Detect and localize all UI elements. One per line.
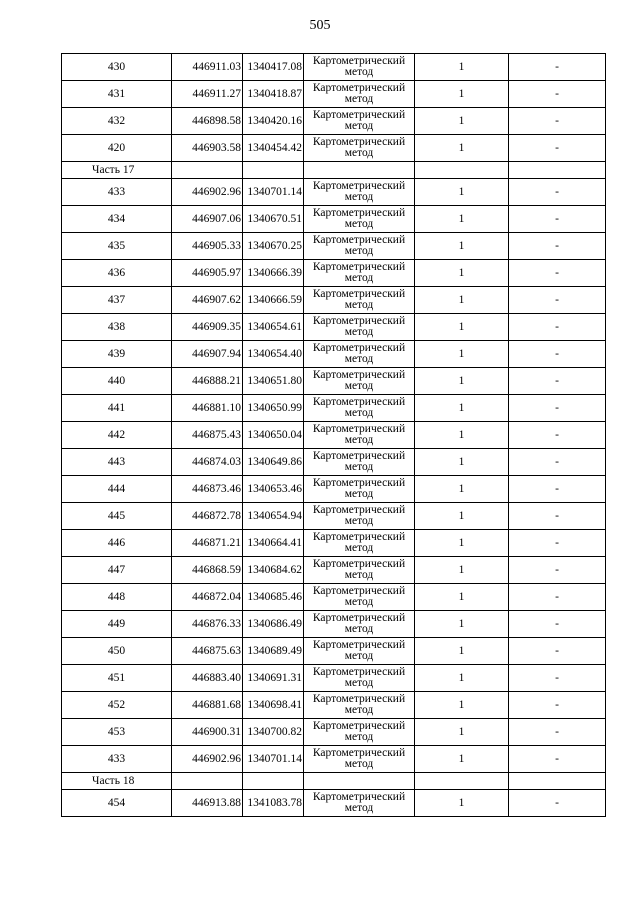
coord-x: 446905.97 [172, 260, 243, 287]
description-value: - [509, 422, 606, 449]
empty-cell [243, 162, 304, 179]
coord-y: 1340650.99 [243, 395, 304, 422]
table-row [62, 314, 606, 341]
description-value: - [509, 314, 606, 341]
method-line2: метод [344, 66, 374, 78]
coord-x: 446872.04 [172, 584, 243, 611]
coord-y: 1340666.59 [243, 287, 304, 314]
coordinates-table [61, 53, 606, 817]
method-cell [304, 422, 415, 449]
description-value: - [509, 746, 606, 773]
table-row [62, 665, 606, 692]
coord-y: 1340417.08 [243, 54, 304, 81]
point-number: 440 [62, 368, 172, 395]
accuracy-value: 1 [415, 260, 509, 287]
method-cell [304, 692, 415, 719]
description-value: - [509, 449, 606, 476]
method-line1: Картометрический [312, 234, 406, 246]
method-cell [304, 54, 415, 81]
description-value: - [509, 395, 606, 422]
method-line2: метод [344, 650, 374, 662]
method-line1: Картометрический [312, 342, 406, 354]
table-row [62, 719, 606, 746]
coord-x: 446900.31 [172, 719, 243, 746]
accuracy-value: 1 [415, 54, 509, 81]
accuracy-value: 1 [415, 611, 509, 638]
coord-x: 446913.88 [172, 790, 243, 817]
point-number: 451 [62, 665, 172, 692]
point-number: 449 [62, 611, 172, 638]
point-number: 443 [62, 449, 172, 476]
empty-cell [509, 773, 606, 790]
description-value: - [509, 557, 606, 584]
coord-y: 1340418.87 [243, 81, 304, 108]
accuracy-value: 1 [415, 790, 509, 817]
description-value: - [509, 81, 606, 108]
coord-y: 1340654.94 [243, 503, 304, 530]
method-line2: метод [344, 704, 374, 716]
point-number: 452 [62, 692, 172, 719]
method-line1: Картометрический [312, 531, 406, 543]
coord-y: 1340670.25 [243, 233, 304, 260]
method-line1: Картометрический [312, 585, 406, 597]
part-label: Часть 18 [62, 773, 172, 790]
description-value: - [509, 135, 606, 162]
point-number: 442 [62, 422, 172, 449]
part-label: Часть 17 [62, 162, 172, 179]
coord-x: 446909.35 [172, 314, 243, 341]
coord-y: 1340666.39 [243, 260, 304, 287]
table-row [62, 422, 606, 449]
method-cell [304, 503, 415, 530]
method-line2: метод [344, 461, 374, 473]
coord-y: 1340650.04 [243, 422, 304, 449]
description-value: - [509, 108, 606, 135]
point-number: 450 [62, 638, 172, 665]
coord-y: 1340689.49 [243, 638, 304, 665]
coord-y: 1340651.80 [243, 368, 304, 395]
method-line1: Картометрический [312, 207, 406, 219]
method-line1: Картометрический [312, 55, 406, 67]
method-line1: Картометрический [312, 639, 406, 651]
empty-cell [243, 773, 304, 790]
method-cell [304, 108, 415, 135]
method-line2: метод [344, 758, 374, 770]
table-row [62, 368, 606, 395]
accuracy-value: 1 [415, 179, 509, 206]
point-number: 431 [62, 81, 172, 108]
method-line1: Картометрический [312, 396, 406, 408]
part-header-row [62, 162, 606, 179]
point-number: 439 [62, 341, 172, 368]
method-line1: Картометрический [312, 612, 406, 624]
coord-y: 1340685.46 [243, 584, 304, 611]
empty-cell [415, 773, 509, 790]
accuracy-value: 1 [415, 341, 509, 368]
table-row [62, 206, 606, 233]
description-value: - [509, 341, 606, 368]
method-line2: метод [344, 147, 374, 159]
accuracy-value: 1 [415, 314, 509, 341]
method-line2: метод [344, 326, 374, 338]
coord-x: 446871.21 [172, 530, 243, 557]
coord-y: 1340454.42 [243, 135, 304, 162]
method-line1: Картометрический [312, 693, 406, 705]
method-line2: метод [344, 380, 374, 392]
method-line1: Картометрический [312, 504, 406, 516]
point-number: 432 [62, 108, 172, 135]
accuracy-value: 1 [415, 81, 509, 108]
method-cell [304, 790, 415, 817]
table-row [62, 341, 606, 368]
method-line2: метод [344, 623, 374, 635]
coord-x: 446868.59 [172, 557, 243, 584]
coord-x: 446907.94 [172, 341, 243, 368]
table-row [62, 611, 606, 638]
point-number: 448 [62, 584, 172, 611]
point-number: 420 [62, 135, 172, 162]
coord-y: 1340701.14 [243, 746, 304, 773]
coord-y: 1340649.86 [243, 449, 304, 476]
method-line2: метод [344, 542, 374, 554]
point-number: 447 [62, 557, 172, 584]
method-cell [304, 611, 415, 638]
accuracy-value: 1 [415, 638, 509, 665]
accuracy-value: 1 [415, 368, 509, 395]
method-line1: Картометрический [312, 558, 406, 570]
method-cell [304, 395, 415, 422]
method-line1: Картометрический [312, 791, 406, 803]
table-row [62, 476, 606, 503]
method-cell [304, 557, 415, 584]
point-number: 454 [62, 790, 172, 817]
part-header-row [62, 773, 606, 790]
coord-x: 446874.03 [172, 449, 243, 476]
point-number: 445 [62, 503, 172, 530]
point-number: 441 [62, 395, 172, 422]
coord-x: 446881.68 [172, 692, 243, 719]
accuracy-value: 1 [415, 557, 509, 584]
method-cell [304, 530, 415, 557]
accuracy-value: 1 [415, 422, 509, 449]
accuracy-value: 1 [415, 206, 509, 233]
method-line1: Картометрический [312, 315, 406, 327]
coord-x: 446888.21 [172, 368, 243, 395]
coord-x: 446902.96 [172, 179, 243, 206]
coord-y: 1340686.49 [243, 611, 304, 638]
method-line2: метод [344, 245, 374, 257]
coord-x: 446898.58 [172, 108, 243, 135]
method-line1: Картометрический [312, 747, 406, 759]
table-row [62, 638, 606, 665]
method-line1: Картометрический [312, 369, 406, 381]
table-row [62, 746, 606, 773]
description-value: - [509, 503, 606, 530]
coord-x: 446881.10 [172, 395, 243, 422]
point-number: 438 [62, 314, 172, 341]
coordinates-table-body [62, 54, 606, 817]
method-cell [304, 135, 415, 162]
table-row [62, 179, 606, 206]
method-cell [304, 206, 415, 233]
empty-cell [304, 773, 415, 790]
method-line2: метод [344, 299, 374, 311]
coord-y: 1340653.46 [243, 476, 304, 503]
method-cell [304, 81, 415, 108]
method-line1: Картометрический [312, 666, 406, 678]
method-line1: Картометрический [312, 82, 406, 94]
table-row [62, 108, 606, 135]
point-number: 430 [62, 54, 172, 81]
accuracy-value: 1 [415, 719, 509, 746]
method-line2: метод [344, 677, 374, 689]
coord-y: 1340420.16 [243, 108, 304, 135]
accuracy-value: 1 [415, 449, 509, 476]
coord-x: 446876.33 [172, 611, 243, 638]
coord-x: 446873.46 [172, 476, 243, 503]
empty-cell [172, 773, 243, 790]
point-number: 434 [62, 206, 172, 233]
coord-y: 1340684.62 [243, 557, 304, 584]
accuracy-value: 1 [415, 395, 509, 422]
accuracy-value: 1 [415, 135, 509, 162]
description-value: - [509, 368, 606, 395]
table-row [62, 584, 606, 611]
method-line2: метод [344, 488, 374, 500]
method-line2: метод [344, 407, 374, 419]
coord-x: 446907.62 [172, 287, 243, 314]
method-cell [304, 341, 415, 368]
table-row [62, 260, 606, 287]
method-cell [304, 368, 415, 395]
coord-y: 1340700.82 [243, 719, 304, 746]
point-number: 453 [62, 719, 172, 746]
method-cell [304, 584, 415, 611]
point-number: 433 [62, 179, 172, 206]
description-value: - [509, 584, 606, 611]
accuracy-value: 1 [415, 233, 509, 260]
method-line2: метод [344, 93, 374, 105]
method-cell [304, 179, 415, 206]
description-value: - [509, 260, 606, 287]
method-line1: Картометрический [312, 720, 406, 732]
description-value: - [509, 692, 606, 719]
method-line1: Картометрический [312, 261, 406, 273]
method-line1: Картометрический [312, 423, 406, 435]
coord-x: 446911.03 [172, 54, 243, 81]
table-row [62, 395, 606, 422]
method-line2: метод [344, 802, 374, 814]
description-value: - [509, 287, 606, 314]
description-value: - [509, 790, 606, 817]
method-line2: метод [344, 353, 374, 365]
method-line1: Картометрический [312, 109, 406, 121]
coord-y: 1340698.41 [243, 692, 304, 719]
method-line2: метод [344, 515, 374, 527]
point-number: 435 [62, 233, 172, 260]
table-row [62, 233, 606, 260]
method-line2: метод [344, 218, 374, 230]
coord-x: 446875.43 [172, 422, 243, 449]
accuracy-value: 1 [415, 108, 509, 135]
method-line2: метод [344, 120, 374, 132]
accuracy-value: 1 [415, 692, 509, 719]
coord-y: 1340654.61 [243, 314, 304, 341]
description-value: - [509, 665, 606, 692]
point-number: 446 [62, 530, 172, 557]
description-value: - [509, 611, 606, 638]
method-line1: Картометрический [312, 450, 406, 462]
method-cell [304, 287, 415, 314]
method-line2: метод [344, 191, 374, 203]
page-number: 505 [309, 18, 331, 33]
empty-cell [304, 162, 415, 179]
method-line1: Картометрический [312, 180, 406, 192]
method-cell [304, 746, 415, 773]
accuracy-value: 1 [415, 287, 509, 314]
coord-y: 1341083.78 [243, 790, 304, 817]
description-value: - [509, 54, 606, 81]
description-value: - [509, 476, 606, 503]
method-line2: метод [344, 596, 374, 608]
accuracy-value: 1 [415, 665, 509, 692]
method-line1: Картометрический [312, 136, 406, 148]
table-row [62, 287, 606, 314]
coord-x: 446911.27 [172, 81, 243, 108]
coord-x: 446872.78 [172, 503, 243, 530]
description-value: - [509, 638, 606, 665]
method-cell [304, 449, 415, 476]
accuracy-value: 1 [415, 584, 509, 611]
coord-y: 1340654.40 [243, 341, 304, 368]
coord-x: 446907.06 [172, 206, 243, 233]
method-line2: метод [344, 434, 374, 446]
method-line2: метод [344, 569, 374, 581]
coord-x: 446905.33 [172, 233, 243, 260]
method-cell [304, 638, 415, 665]
table-row [62, 449, 606, 476]
coord-x: 446875.63 [172, 638, 243, 665]
method-line1: Картометрический [312, 477, 406, 489]
point-number: 437 [62, 287, 172, 314]
method-cell [304, 719, 415, 746]
accuracy-value: 1 [415, 476, 509, 503]
coord-y: 1340691.31 [243, 665, 304, 692]
description-value: - [509, 233, 606, 260]
description-value: - [509, 530, 606, 557]
empty-cell [172, 162, 243, 179]
method-cell [304, 476, 415, 503]
table-row [62, 557, 606, 584]
accuracy-value: 1 [415, 746, 509, 773]
description-value: - [509, 179, 606, 206]
method-cell [304, 260, 415, 287]
coord-x: 446902.96 [172, 746, 243, 773]
table-row [62, 692, 606, 719]
method-line2: метод [344, 272, 374, 284]
description-value: - [509, 206, 606, 233]
table-row [62, 503, 606, 530]
method-cell [304, 233, 415, 260]
method-line1: Картометрический [312, 288, 406, 300]
empty-cell [509, 162, 606, 179]
table-row [62, 530, 606, 557]
point-number: 444 [62, 476, 172, 503]
accuracy-value: 1 [415, 530, 509, 557]
table-row [62, 790, 606, 817]
coord-y: 1340664.41 [243, 530, 304, 557]
coord-x: 446883.40 [172, 665, 243, 692]
coord-y: 1340701.14 [243, 179, 304, 206]
coord-x: 446903.58 [172, 135, 243, 162]
coord-y: 1340670.51 [243, 206, 304, 233]
empty-cell [415, 162, 509, 179]
table-row [62, 135, 606, 162]
point-number: 436 [62, 260, 172, 287]
description-value: - [509, 719, 606, 746]
accuracy-value: 1 [415, 503, 509, 530]
method-cell [304, 665, 415, 692]
table-row [62, 54, 606, 81]
method-cell [304, 314, 415, 341]
table-row [62, 81, 606, 108]
method-line2: метод [344, 731, 374, 743]
point-number: 433 [62, 746, 172, 773]
